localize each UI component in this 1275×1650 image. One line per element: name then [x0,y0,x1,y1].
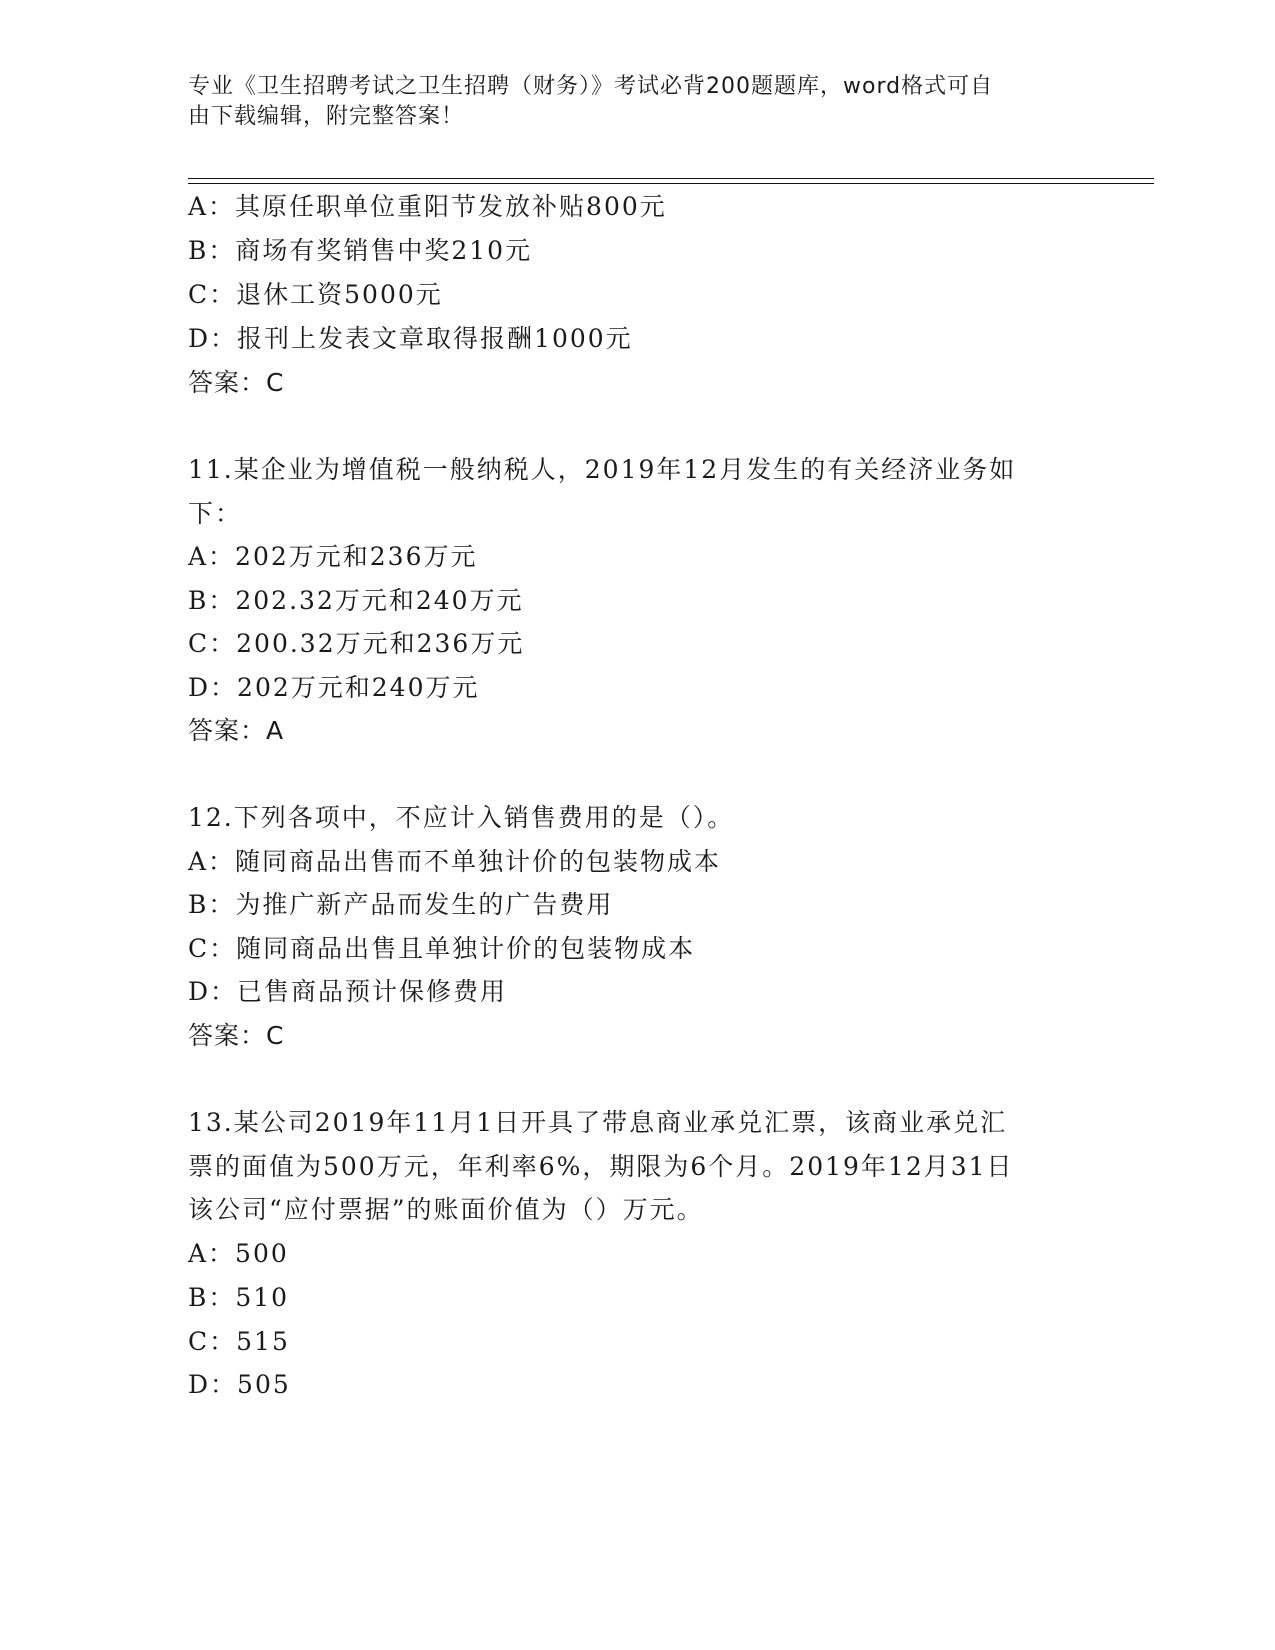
header-line-1: 专业《卫生招聘考试之卫生招聘（财务）》考试必背200题题库，word格式可自 [188,74,994,99]
q10-option-b: B：商场有奖销售中奖210元 [188,236,533,265]
q10-option-a: A：其原任职单位重阳节发放补贴800元 [188,192,667,221]
q11-option-a: A：202万元和236万元 [188,542,478,571]
q12-option-c: C：随同商品出售且单独计价的包装物成本 [188,934,696,963]
q13-option-c: C：515 [188,1327,290,1356]
q13-stem-line-3: 该公司“应付票据”的账面价值为（）万元。 [188,1195,704,1224]
q11-option-b: B：202.32万元和240万元 [188,586,524,615]
q12-answer: 答案：C [188,1021,285,1050]
q11-option-d: D：202万元和240万元 [188,673,480,702]
document-header [188,72,1068,132]
q12-option-b: B：为推广新产品而发生的广告费用 [188,890,614,919]
q13-option-d: D：505 [188,1370,291,1399]
q13-stem-line-2: 票的面值为500万元，年利率6%，期限为6个月。2019年12月31日 [188,1152,1014,1181]
q11-stem-line-2: 下： [188,499,243,528]
q11-answer: 答案：A [188,716,285,745]
q11-stem-line-1: 11.某企业为增值税一般纳税人，2019年12月发生的有关经济业务如 [188,455,1017,484]
q13-option-a: A：500 [188,1239,289,1268]
header-rule-top [188,178,1154,179]
q13-option-b: B：510 [188,1283,290,1312]
q13-stem-line-1: 13.某公司2019年11月1日开具了带息商业承兑汇票，该商业承兑汇 [188,1108,1008,1137]
q12-stem-line-1: 12.下列各项中，不应计入销售费用的是（）。 [188,803,735,832]
q10-option-c: C：退休工资5000元 [188,280,443,309]
header-line-2: 由下载编辑，附完整答案！ [188,104,465,129]
q10-answer: 答案：C [188,368,285,397]
header-rule-bottom [188,183,1154,184]
q10-option-d: D：报刊上发表文章取得报酬1000元 [188,324,633,353]
q12-option-d: D：已售商品预计保修费用 [188,977,508,1006]
q11-option-c: C：200.32万元和236万元 [188,629,525,658]
q12-option-a: A：随同商品出售而不单独计价的包装物成本 [188,847,722,876]
